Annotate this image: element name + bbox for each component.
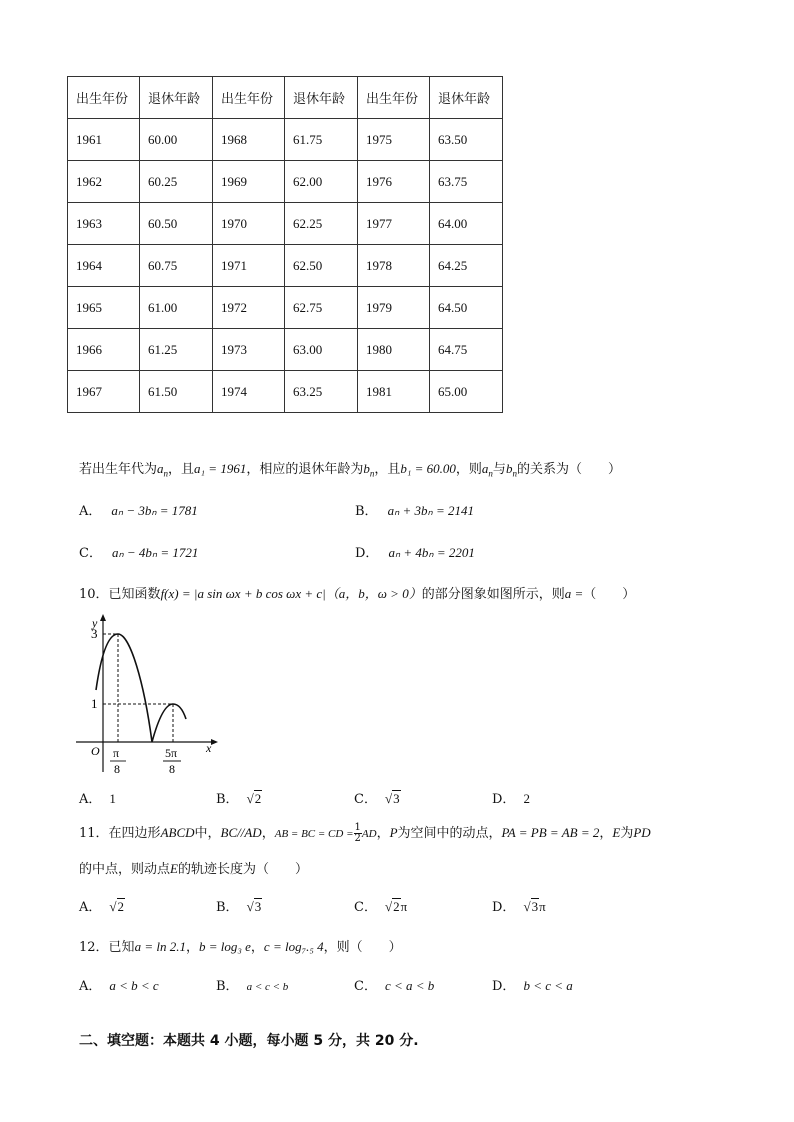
q9-an: $a_n$ — [481, 461, 493, 479]
q12-text: 已知 — [108, 940, 135, 955]
option-expr: aₙ + 3bₙ = 2141 — [387, 503, 474, 518]
y-tick-label: 1 — [91, 696, 98, 711]
table-row — [68, 371, 503, 413]
table-cell: 62.00 — [285, 161, 358, 203]
table-cell: 1973 — [213, 329, 285, 371]
q11-math: ABCD — [160, 825, 195, 840]
option-label: C． — [354, 900, 377, 915]
option-label: D． — [492, 979, 516, 994]
option-expr: c < a < b — [384, 978, 435, 993]
option-expr: √2 — [109, 899, 125, 914]
table-cell: 63.00 — [285, 329, 358, 371]
q10-condition: （a，b，ω > 0） — [325, 586, 422, 601]
section-heading: 二、填空题：本题共 4 小题，每小题 5 分，共 20 分. — [79, 1033, 419, 1049]
table-cell: 1976 — [358, 161, 430, 203]
x-axis-arrow — [211, 739, 218, 745]
q10-ask: a = — [564, 586, 584, 601]
q11-stem-line2 — [79, 858, 308, 877]
q11-text: 为空间中的动点， — [397, 826, 502, 841]
table-cell: 1977 — [358, 203, 430, 245]
option-expr: √3 — [384, 791, 400, 806]
table-cell: 1966 — [68, 329, 140, 371]
q12-text: ， — [185, 940, 199, 955]
q11-text: 中， — [194, 826, 221, 841]
q10-function-graph — [72, 612, 222, 777]
table-header: 出生年份 — [68, 77, 140, 119]
q10-text: 的部分图象如图所示，则 — [421, 587, 565, 602]
q11-math: BC//AD — [220, 825, 262, 840]
radicand: 3 — [393, 791, 400, 806]
option-expr: b < c < a — [523, 978, 573, 993]
option-label: B． — [216, 900, 239, 915]
q11-stem-line1 — [79, 822, 651, 844]
x-tick-denominator: 8 — [114, 762, 120, 776]
q12-math: c = log₇.₅ 4 — [263, 939, 324, 954]
q9-text: ，则 — [455, 462, 482, 477]
q11-math: AD — [361, 828, 377, 840]
table-cell: 1963 — [68, 203, 140, 245]
table-cell: 1981 — [358, 371, 430, 413]
q9-b1: b₁ = 60.00 — [400, 461, 456, 476]
option-suffix: π — [539, 899, 546, 914]
option-expr: 2 — [523, 791, 530, 806]
q10-option-c[interactable] — [354, 788, 401, 807]
y-tick-label: 3 — [91, 626, 98, 641]
table-cell: 1979 — [358, 287, 430, 329]
table-cell: 60.25 — [140, 161, 213, 203]
option-label: A． — [79, 900, 102, 915]
option-expr: aₙ − 4bₙ = 1721 — [111, 545, 199, 560]
option-label: C． — [79, 546, 102, 561]
q10-stem — [79, 583, 635, 602]
table-cell: 60.00 — [140, 119, 213, 161]
table-cell: 1970 — [213, 203, 285, 245]
q12-option-a[interactable] — [79, 975, 159, 994]
q10-text: 已知函数 — [108, 587, 161, 602]
table-header: 退休年龄 — [140, 77, 213, 119]
question-number: 11． — [79, 826, 109, 841]
option-label: A． — [79, 504, 102, 519]
option-label: B． — [216, 979, 239, 994]
radicand: 2 — [393, 899, 400, 914]
table-cell: 63.75 — [430, 161, 503, 203]
option-expr: 1 — [109, 791, 116, 806]
option-suffix: π — [400, 899, 408, 914]
q9-a1: a₁ = 1961 — [194, 461, 247, 476]
q10-paren: （ ） — [583, 587, 636, 602]
table-header: 出生年份 — [213, 77, 285, 119]
q12-option-b[interactable] — [216, 975, 288, 994]
table-cell: 1971 — [213, 245, 285, 287]
option-label: B． — [355, 504, 378, 519]
table-header: 退休年龄 — [285, 77, 358, 119]
option-label: D． — [355, 546, 379, 561]
table-header-row — [68, 77, 503, 119]
table-row — [68, 203, 503, 245]
table-cell: 60.75 — [140, 245, 213, 287]
q9-text: ，且 — [374, 462, 401, 477]
option-expr: √2 — [246, 791, 262, 806]
table-row — [68, 161, 503, 203]
q10-option-b[interactable] — [216, 788, 262, 807]
question-number: 10． — [79, 587, 109, 602]
question-number: 12． — [79, 940, 109, 955]
q10-option-a[interactable] — [79, 788, 116, 807]
table-cell: 1964 — [68, 245, 140, 287]
table-cell: 62.25 — [285, 203, 358, 245]
table-row — [68, 119, 503, 161]
option-label: D． — [492, 900, 516, 915]
q11-math: E — [170, 861, 178, 876]
q12-math: b = log₃ e — [198, 939, 251, 954]
q12-math: a = ln 2.1 — [134, 939, 186, 954]
q9-option-b[interactable] — [355, 500, 474, 519]
radicand: 3 — [254, 899, 262, 914]
table-cell: 1978 — [358, 245, 430, 287]
table-cell: 1972 — [213, 287, 285, 329]
y-axis-arrow — [100, 614, 106, 621]
table-cell: 61.00 — [140, 287, 213, 329]
x-tick-numerator: 5π — [165, 746, 178, 760]
table-cell: 1969 — [213, 161, 285, 203]
q11-text: ， — [376, 826, 390, 841]
q10-function: f(x) = |a sin ωx + b cos ωx + c| — [160, 586, 326, 601]
table-cell: 65.00 — [430, 371, 503, 413]
table-row — [68, 245, 503, 287]
x-axis-label: x — [206, 741, 212, 755]
option-label: C． — [354, 792, 377, 807]
q11-math: PD — [633, 825, 651, 840]
q9-an: $a_n$ — [157, 461, 169, 479]
q9-text: ，相应的退休年龄为 — [246, 462, 364, 477]
option-label: D． — [492, 792, 516, 807]
option-expr: aₙ − 3bₙ = 1781 — [111, 503, 198, 518]
table-header: 出生年份 — [358, 77, 430, 119]
option-expr: √3 — [246, 899, 262, 914]
table-row — [68, 329, 503, 371]
q12-option-d[interactable] — [492, 975, 573, 994]
option-label: A． — [79, 792, 102, 807]
q11-option-c[interactable] — [354, 896, 407, 915]
numerator: 1 — [354, 822, 361, 833]
table-cell: 64.25 — [430, 245, 503, 287]
option-expr: a < b < c — [109, 978, 159, 993]
q9-text: 的关系为（ ） — [516, 462, 621, 477]
q11-math: PA = PB = AB = 2 — [501, 825, 600, 840]
q11-text: ， — [261, 826, 275, 841]
table-cell: 64.75 — [430, 329, 503, 371]
q11-math: E — [612, 825, 621, 840]
table-cell: 60.50 — [140, 203, 213, 245]
option-label: A． — [79, 979, 102, 994]
table-cell: 63.25 — [285, 371, 358, 413]
table-cell: 1968 — [213, 119, 285, 161]
q9-bn: $b_n$ — [363, 461, 375, 479]
retirement-table — [67, 76, 503, 413]
q12-text: ，则（ ） — [323, 940, 402, 955]
q9-option-d[interactable] — [355, 542, 475, 561]
fraction-half — [354, 823, 362, 844]
option-expr: aₙ + 4bₙ = 2201 — [388, 545, 475, 560]
option-expr: a < c < b — [246, 981, 289, 993]
q11-text: 为 — [620, 826, 634, 841]
q11-text: 的轨迹长度为（ ） — [177, 862, 308, 877]
q11-text: 的中点，则动点 — [79, 862, 171, 877]
radicand: 3 — [531, 899, 539, 914]
denominator: 2 — [354, 833, 361, 844]
origin-label: O — [91, 744, 100, 758]
q9-bn: $b_n$ — [505, 461, 517, 479]
radicand: 2 — [117, 899, 125, 914]
x-tick-numerator: π — [113, 746, 120, 760]
q9-text: 若出生年代为 — [79, 462, 158, 477]
q9-option-c[interactable] — [79, 542, 198, 561]
q11-math: AB = BC = CD = — [274, 828, 354, 840]
q9-text: 与 — [492, 462, 506, 477]
q12-text: ， — [250, 940, 264, 955]
q12-stem — [79, 936, 402, 955]
q11-option-d[interactable] — [492, 896, 546, 915]
table-cell: 1962 — [68, 161, 140, 203]
table-cell: 61.25 — [140, 329, 213, 371]
option-expr: √2π — [384, 899, 408, 914]
q9-stem — [79, 458, 621, 479]
q11-option-b[interactable] — [216, 896, 262, 915]
table-cell: 62.75 — [285, 287, 358, 329]
y-axis-label: y — [92, 616, 98, 630]
q11-text: ， — [599, 826, 613, 841]
table-cell: 63.50 — [430, 119, 503, 161]
table-cell: 1965 — [68, 287, 140, 329]
x-tick-denominator: 8 — [169, 762, 175, 776]
table-cell: 1980 — [358, 329, 430, 371]
q9-text: ，且 — [168, 462, 195, 477]
table-cell: 1961 — [68, 119, 140, 161]
radicand: 2 — [254, 791, 262, 806]
option-label: B． — [216, 792, 239, 807]
table-cell: 1974 — [213, 371, 285, 413]
option-expr: √3π — [523, 899, 546, 914]
table-cell: 64.50 — [430, 287, 503, 329]
q9-option-a[interactable] — [79, 500, 198, 519]
option-label: C． — [354, 979, 377, 994]
table-cell: 61.75 — [285, 119, 358, 161]
table-row — [68, 287, 503, 329]
table-header: 退休年龄 — [430, 77, 503, 119]
q11-option-a[interactable] — [79, 896, 125, 915]
table-cell: 1967 — [68, 371, 140, 413]
table-cell: 61.50 — [140, 371, 213, 413]
table-cell: 1975 — [358, 119, 430, 161]
q11-math: P — [389, 825, 398, 840]
q12-option-c[interactable] — [354, 975, 434, 994]
q11-text: 在四边形 — [108, 826, 161, 841]
table-cell: 64.00 — [430, 203, 503, 245]
q10-option-d[interactable] — [492, 788, 530, 807]
table-cell: 62.50 — [285, 245, 358, 287]
